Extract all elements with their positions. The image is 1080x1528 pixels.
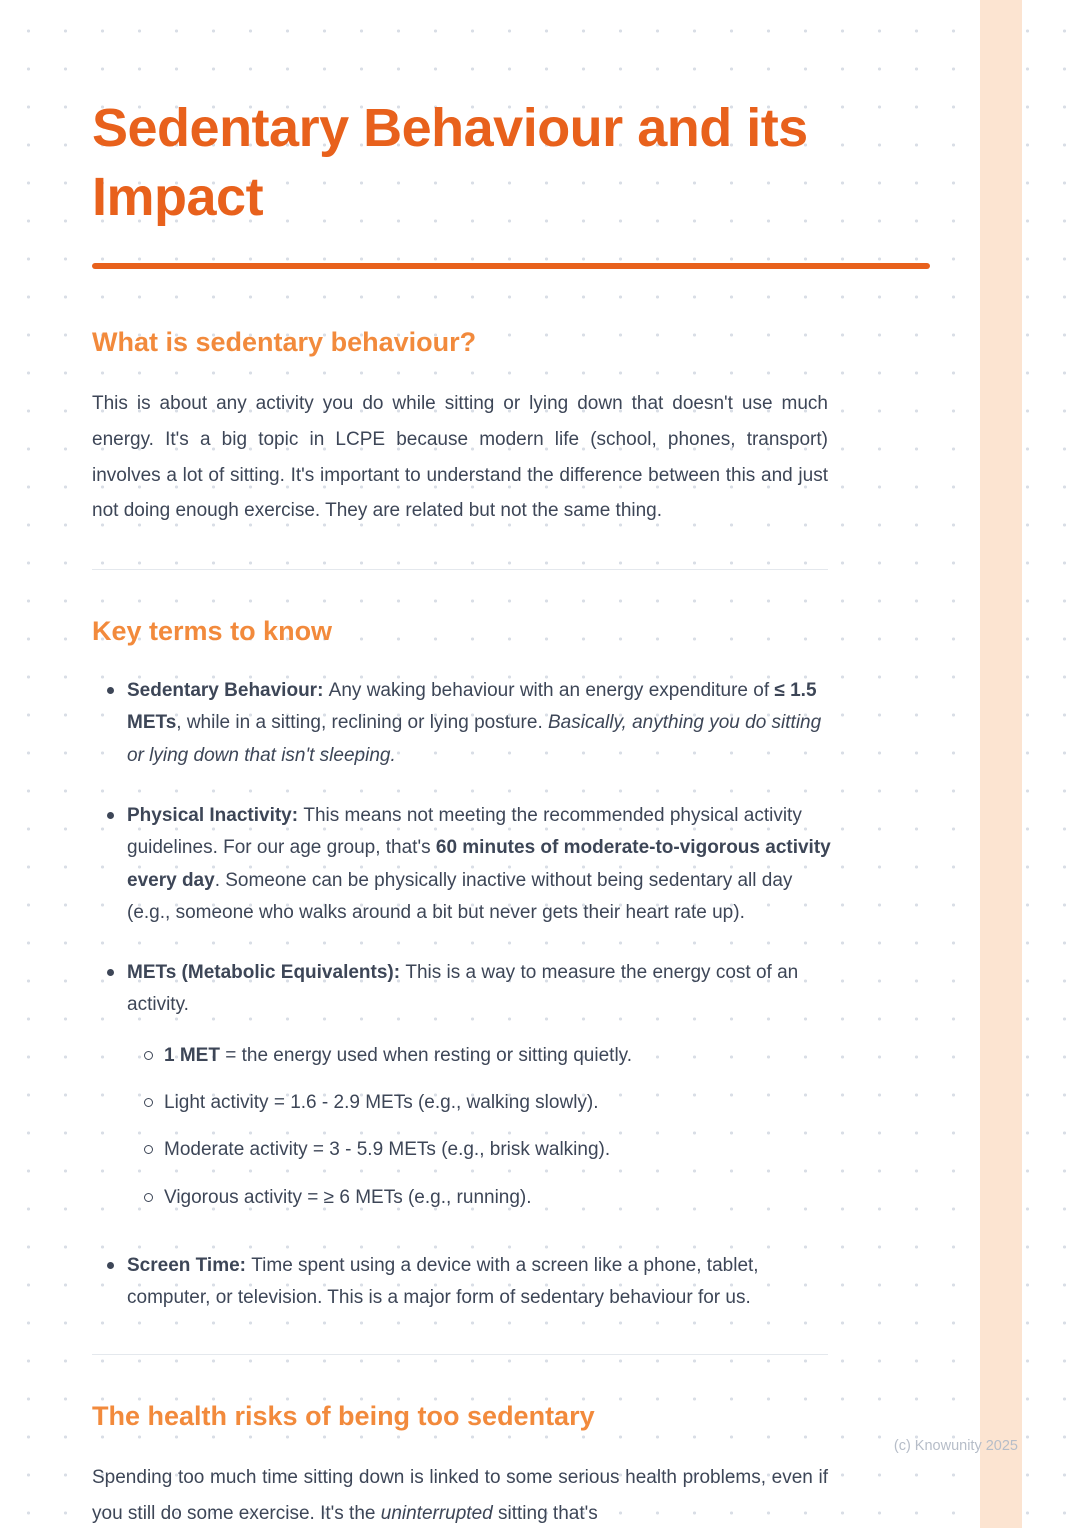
list-item-text: Light activity = 1.6 - 2.9 METs (e.g., walking slowly). [164, 1092, 599, 1113]
key-terms-list [92, 675, 834, 1314]
section-heading-key-terms: Key terms to know [92, 616, 333, 647]
list-item-text: 1 MET = the energy used when resting or sitting quietly. [164, 1044, 633, 1066]
section-divider [92, 1354, 828, 1355]
sub-list-item-vigorous-activity [143, 1182, 834, 1214]
section-heading-health-risks: The health risks of being too sedentary [92, 1401, 595, 1432]
list-item-text: Moderate activity = 3 - 5.9 METs (e.g., brisk walking). [164, 1139, 611, 1161]
page-title: Sedentary Behaviour and its Impact [92, 98, 808, 227]
list-item-physical-inactivity [106, 800, 834, 929]
title-divider [92, 263, 930, 269]
list-item-sedentary-behaviour [106, 675, 834, 772]
sub-list-item-moderate-activity [143, 1134, 834, 1166]
sub-list-item-1-met [143, 1040, 834, 1072]
list-item-text: Sedentary Behaviour: Any waking behaviour with an energy expenditure of ≤ 1.5 METs, while in a sitting, reclining or lying posture. Basically, anything you do sitting or lying down that isn't sleeping. [127, 680, 822, 766]
mets-sub-list [127, 1040, 834, 1214]
page-edge-stripe [980, 0, 1022, 1528]
copyright-watermark: (c) Knowunity 2025 [893, 1438, 1018, 1454]
document-content [92, 0, 932, 1528]
paragraph-health-risks: Spending too much time sitting down is linked to some serious health problems, even if you still do some exercise. It's the uninterrupted sitting that's [92, 1467, 828, 1525]
list-item-mets [106, 957, 834, 1214]
sub-list-item-light-activity [143, 1087, 834, 1119]
section-divider [92, 569, 828, 570]
list-item-text: Vigorous activity = ≥ 6 METs (e.g., running). [164, 1186, 532, 1208]
list-item-text: Screen Time: Time spent using a device with a screen like a phone, tablet, computer, or television. This is a major form of sedentary behaviour for us. [127, 1254, 759, 1309]
list-item-text: Physical Inactivity: This means not meeting the recommended physical activity guidelines. For our age group, that's 60 minutes of moderate-to-vigorous activity every day. Someone can be physically inactive without being sedentary all day (e.g., someone who walks around a bit but never gets their heart rate up). [127, 804, 831, 923]
paragraph-what-is-sedentary-behaviour: This is about any activity you do while sitting or lying down that doesn't use much energy. It's a big topic in LCPE because modern life (school, phones, transport) involves a lot of sitting. It's important to understand the difference between this and just not doing enough exercise. They are related but not the same thing. [92, 393, 828, 522]
list-item-text: METs (Metabolic Equivalents): This is a way to measure the energy cost of an activity. [127, 962, 799, 1016]
section-heading-what-is-sedentary-behaviour: What is sedentary behaviour? [92, 327, 477, 358]
page-margin-gap [962, 0, 980, 1528]
list-item-screen-time [106, 1250, 834, 1315]
